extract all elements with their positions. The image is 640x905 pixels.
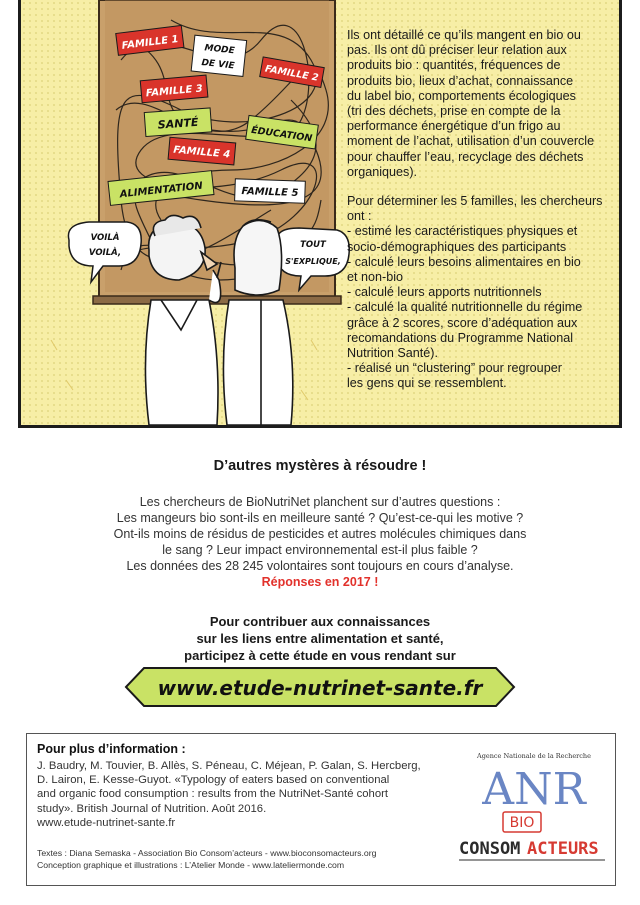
text-line: Ont-ils moins de résidus de pesticides et autres molécules chimiques dans [113,527,527,541]
mysteries-title: D’autres mystères à résoudre ! [213,458,427,474]
svg-text:FAMILLE 2: FAMILLE 2 [264,63,320,84]
text-line: - estimé les caractéristiques physiques et [347,224,578,239]
text-line: socio-démographiques des participants [347,239,567,254]
comic-paragraph-1 [347,28,615,180]
mysteries-section [0,458,640,590]
svg-text:VOILÀ,: VOILÀ, [88,248,122,258]
svg-text:MODE: MODE [203,43,236,57]
study-url-banner[interactable] [120,662,520,712]
design-credit: Conception graphique et illustrations : L’Atelier Monde - www.lateliermonde.com [37,860,345,870]
text-line: Pour déterminer les 5 familles, les chercheurs [347,194,603,209]
svg-text:Agence Nationale de la Recherc: Agence Nationale de la Recherche [477,752,591,760]
call-to-action [0,613,640,664]
text-line: - calculé leurs apports nutritionnels [347,285,542,300]
svg-text:VOILÀ: VOILÀ [90,233,120,243]
text-line: Ils ont détaillé ce qu’ils mangent en bio ou [347,28,581,42]
text-line: participez à cette étude en vous rendant sur [184,648,456,663]
text-line: and organic food consumption : results from the NutriNet-Santé cohort [37,788,389,801]
label-famille-5 [235,179,306,203]
svg-text:ACTEURS: ACTEURS [527,839,599,859]
text-line: ont : [347,209,372,224]
svg-text:DE VIE: DE VIE [200,58,236,72]
credits [37,847,447,871]
text-line: et non-bio [347,270,404,285]
text-line: produits bio, lieux d’achat, connaissance [347,73,574,88]
text-line: - calculé la qualité nutritionnelle du régime [347,300,583,315]
text-line: D. Lairon, E. Kesse-Guyot. «Typology of eaters based on conventional [37,774,390,787]
text-line: J. Baudry, M. Touvier, B. Allès, S. Péneau, C. Méjean, P. Galan, S. Hercberg, [37,760,421,772]
reference-url[interactable]: www.etude-nutrinet-sante.fr [37,816,176,829]
anr-logo [459,748,609,810]
text-line: study». British Journal of Nutrition. Août 2016. [37,802,267,815]
text-line: - calculé leurs besoins alimentaires en bio [347,254,581,269]
svg-text:FAMILLE 3: FAMILLE 3 [145,83,204,100]
comic-explanation-text [347,28,615,406]
comic-panel [18,0,622,428]
svg-text:FAMILLE 5: FAMILLE 5 [241,186,299,200]
text-line: le sang ? Leur impact environnemental est-il plus faible ? [162,543,478,557]
text-credit: Textes : Diana Semaska - Association Bio Consom’acteurs - www.bioconsomacteurs.org [37,848,377,858]
text-line: (tri des déchets, prise en compte de la [347,104,561,119]
study-url-link[interactable]: www.etude-nutrinet-sante.fr [157,676,483,700]
text-line: sur les liens entre alimentation et santé, [196,631,444,646]
svg-text:ALIMENTATION: ALIMENTATION [119,180,204,201]
more-info-box [26,733,616,886]
text-line: Les chercheurs de BioNutriNet planchent sur d’autres questions : [139,495,501,509]
text-line: recomandations du Programme National [347,330,574,345]
svg-text:FAMILLE 1: FAMILLE 1 [121,33,180,52]
svg-text:SANTÉ: SANTÉ [157,115,199,132]
label-mode-de-vie [191,35,246,76]
text-line: - réalisé un “clustering” pour regrouper [347,361,562,376]
comic-paragraph-2 [347,194,615,392]
text-line: performance énergétique d’un frigo au [347,119,561,134]
svg-text:BIO: BIO [509,815,535,831]
text-line: Pour contribuer aux connaissances [209,614,431,629]
svg-text:FAMILLE 4: FAMILLE 4 [172,144,231,161]
scientists-board-illustration [21,0,351,425]
svg-text:ÉDUCATION: ÉDUCATION [250,124,313,145]
mysteries-body [0,494,640,574]
answers-2017: Réponses en 2017 ! [261,575,379,589]
more-info-title: Pour plus d’information : [37,742,186,756]
bio-consomacteurs-logo [437,810,607,870]
svg-text:CONSOM: CONSOM [459,839,521,859]
text-line: produits bio : quantités, fréquences de [347,58,561,73]
svg-text:ANR: ANR [482,764,586,810]
text-line: organiques). [347,164,418,179]
svg-text:TOUT: TOUT [300,240,326,250]
text-line: pas. Ils ont dû préciser leur relation aux [347,43,567,58]
reference-citation [37,759,447,830]
text-line: du label bio, comportements écologiques [347,88,576,103]
text-line: grâce à 2 scores, score d’adéquation aux [347,315,578,330]
text-line: moment de l’achat, utilisation d’un couvercle [347,134,595,149]
text-line: Nutrition Santé). [347,346,438,361]
svg-text:S'EXPLIQUE,: S'EXPLIQUE, [285,257,341,266]
label-sante [144,108,212,137]
text-line: Les données des 28 245 volontaires sont toujours en cours d’analyse. [126,559,514,573]
text-line: les gens qui se ressemblent. [347,376,507,391]
text-line: Les mangeurs bio sont-ils en meilleure santé ? Qu’est-ce-qui les motive ? [116,511,524,525]
text-line: pour chauffer l’eau, recyclage des déchets [347,149,584,164]
